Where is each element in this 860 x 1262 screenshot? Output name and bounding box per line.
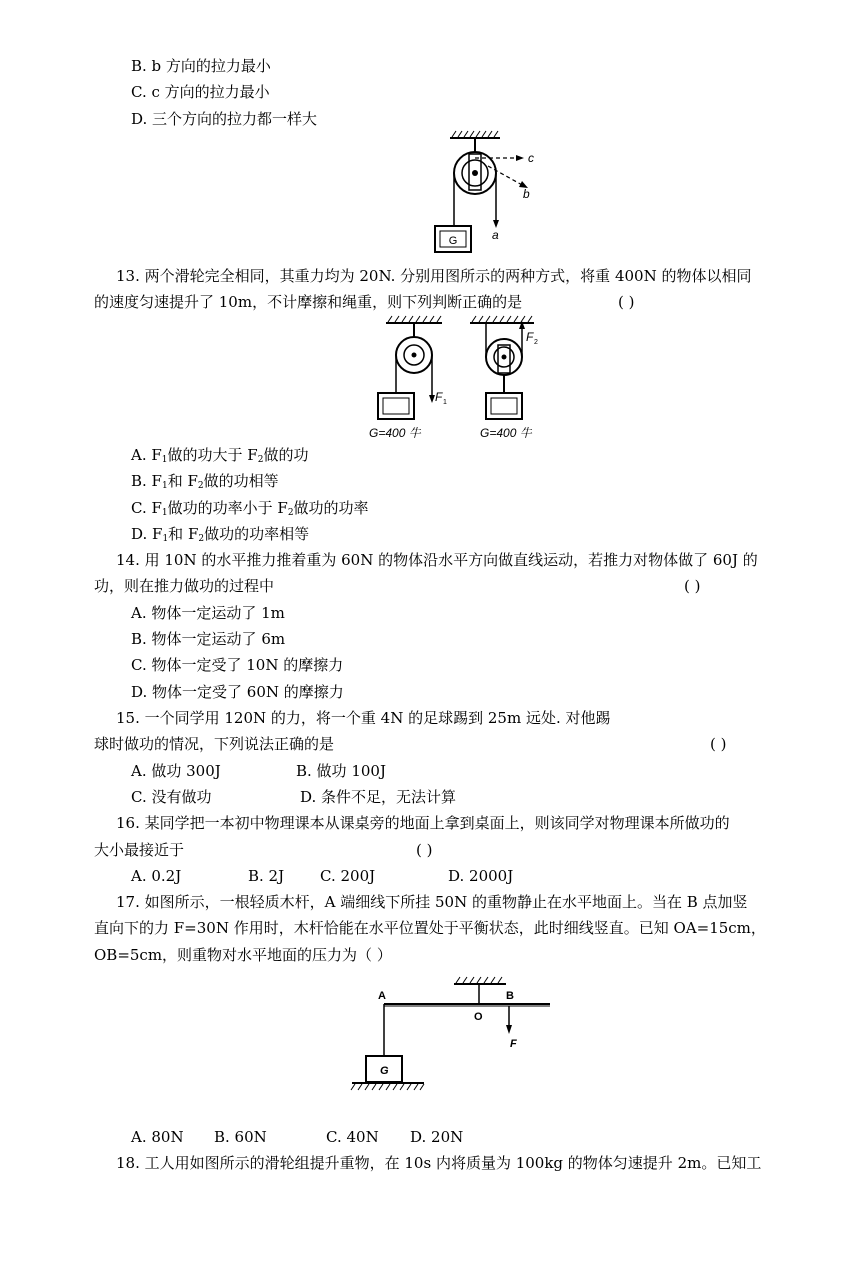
q13-option-b: B. $F_1$和 $F_2$做的功相等 bbox=[131, 472, 279, 491]
q16-stem-line1: 16. 某同学把一本初中物理课本从课桌旁的地面上拿到桌面上，则该同学对物理课本所做功的 bbox=[116, 814, 730, 832]
q15-answer-blank: ( ) bbox=[710, 735, 727, 753]
q16-option-b: B. 2J bbox=[248, 867, 285, 885]
q12-option-c: C. c 方向的拉力最小 bbox=[131, 83, 270, 101]
q15-stem-line1: 15. 一个同学用 120N 的力，将一个重 4N 的足球踢到 25m 远处. 对他踢 bbox=[116, 709, 611, 727]
q14-answer-blank: ( ) bbox=[684, 577, 701, 595]
q13-f2-label: F bbox=[526, 330, 534, 344]
q13-pulleys-figure bbox=[364, 315, 584, 445]
q13-f1-sub: 1 bbox=[443, 399, 447, 406]
q17-option-a: A. 80N bbox=[131, 1128, 184, 1146]
q14-stem-line1: 14. 用 10N 的水平推力推着重为 60N 的物体沿水平方向做直线运动，若推力对物体做了 60J 的 bbox=[116, 551, 758, 569]
q17-stem-line1: 17. 如图所示，一根轻质木杆，A 端细线下所挂 50N 的重物静止在水平地面上。当在 B 点加竖 bbox=[116, 893, 748, 911]
q17-option-d: D. 20N bbox=[410, 1128, 464, 1146]
q13-stem-line1: 13. 两个滑轮完全相同，其重力均为 20N. 分别用图所示的两种方式，将重 400N 的物体以相同 bbox=[116, 267, 752, 285]
q13-option-a: A. $F_1$做的功大于 $F_2$做的功 bbox=[131, 446, 309, 465]
q18-stem-line1: 18. 工人用如图所示的滑轮组提升重物，在 10s 内将质量为 100kg 的物体匀速提升 2m。已知工 bbox=[116, 1154, 762, 1172]
q17-label-f: F bbox=[510, 1038, 517, 1050]
q13-option-c: C. $F_1$做功的功率小于 $F_2$做功的功率 bbox=[131, 499, 369, 518]
q15-option-d: D. 条件不足，无法计算 bbox=[300, 788, 457, 806]
q16-answer-blank: ( ) bbox=[416, 841, 433, 859]
q14-option-b: B. 物体一定运动了 6m bbox=[131, 630, 286, 648]
q12-option-d: D. 三个方向的拉力都一样大 bbox=[131, 110, 318, 128]
q15-option-b: B. 做功 100J bbox=[296, 762, 386, 780]
q17-option-b: B. 60N bbox=[214, 1128, 267, 1146]
q12-pulley-figure bbox=[420, 128, 550, 258]
q12-label-a: a bbox=[492, 228, 499, 242]
q14-option-d: D. 物体一定受了 60N 的摩擦力 bbox=[131, 683, 344, 701]
q15-option-c: C. 没有做功 bbox=[131, 788, 212, 806]
q17-label-a: A bbox=[378, 990, 386, 1002]
q17-stem-line3: OB=5cm，则重物对水平地面的压力为（ ） bbox=[94, 946, 392, 964]
q14-stem-line2: 功，则在推力做功的过程中 bbox=[94, 577, 275, 595]
q17-label-b: B bbox=[506, 990, 514, 1002]
q13-f2-sub: 2 bbox=[534, 339, 538, 346]
q12-option-b: B. b 方向的拉力最小 bbox=[131, 57, 271, 75]
q17-option-c: C. 40N bbox=[326, 1128, 379, 1146]
q17-lever-figure bbox=[346, 972, 566, 1097]
q12-label-c: c bbox=[528, 151, 534, 165]
q14-option-a: A. 物体一定运动了 1m bbox=[131, 604, 285, 622]
q13-option-d: D. $F_1$和 $F_2$做功的功率相等 bbox=[131, 525, 310, 544]
q17-label-o: O bbox=[474, 1011, 483, 1023]
q13-answer-blank: ( ) bbox=[618, 293, 635, 311]
q16-option-d: D. 2000J bbox=[448, 867, 514, 885]
q16-option-a: A. 0.2J bbox=[131, 867, 182, 885]
q17-stem-line2: 直向下的力 F=30N 作用时，木杆恰能在水平位置处于平衡状态，此时细线竖直。已知 OA=15cm， bbox=[94, 919, 766, 937]
q16-stem-line2: 大小最接近于 bbox=[94, 841, 185, 859]
q13-f1-label: F bbox=[435, 390, 443, 404]
q15-stem-line2: 球时做功的情况，下列说法正确的是 bbox=[94, 735, 335, 753]
q13-stem-line2: 的速度匀速提升了 10m，不计摩擦和绳重，则下列判断正确的是 bbox=[94, 293, 523, 311]
q12-label-b: b bbox=[523, 187, 530, 201]
q12-weight-label: G bbox=[448, 235, 458, 247]
q15-option-a: A. 做功 300J bbox=[131, 762, 221, 780]
q13-right-weight: G=400 牛 bbox=[480, 426, 532, 440]
q13-left-weight: G=400 牛 bbox=[369, 426, 421, 440]
q14-option-c: C. 物体一定受了 10N 的摩擦力 bbox=[131, 656, 344, 674]
q16-option-c: C. 200J bbox=[320, 867, 376, 885]
q17-label-g: G bbox=[380, 1065, 389, 1077]
